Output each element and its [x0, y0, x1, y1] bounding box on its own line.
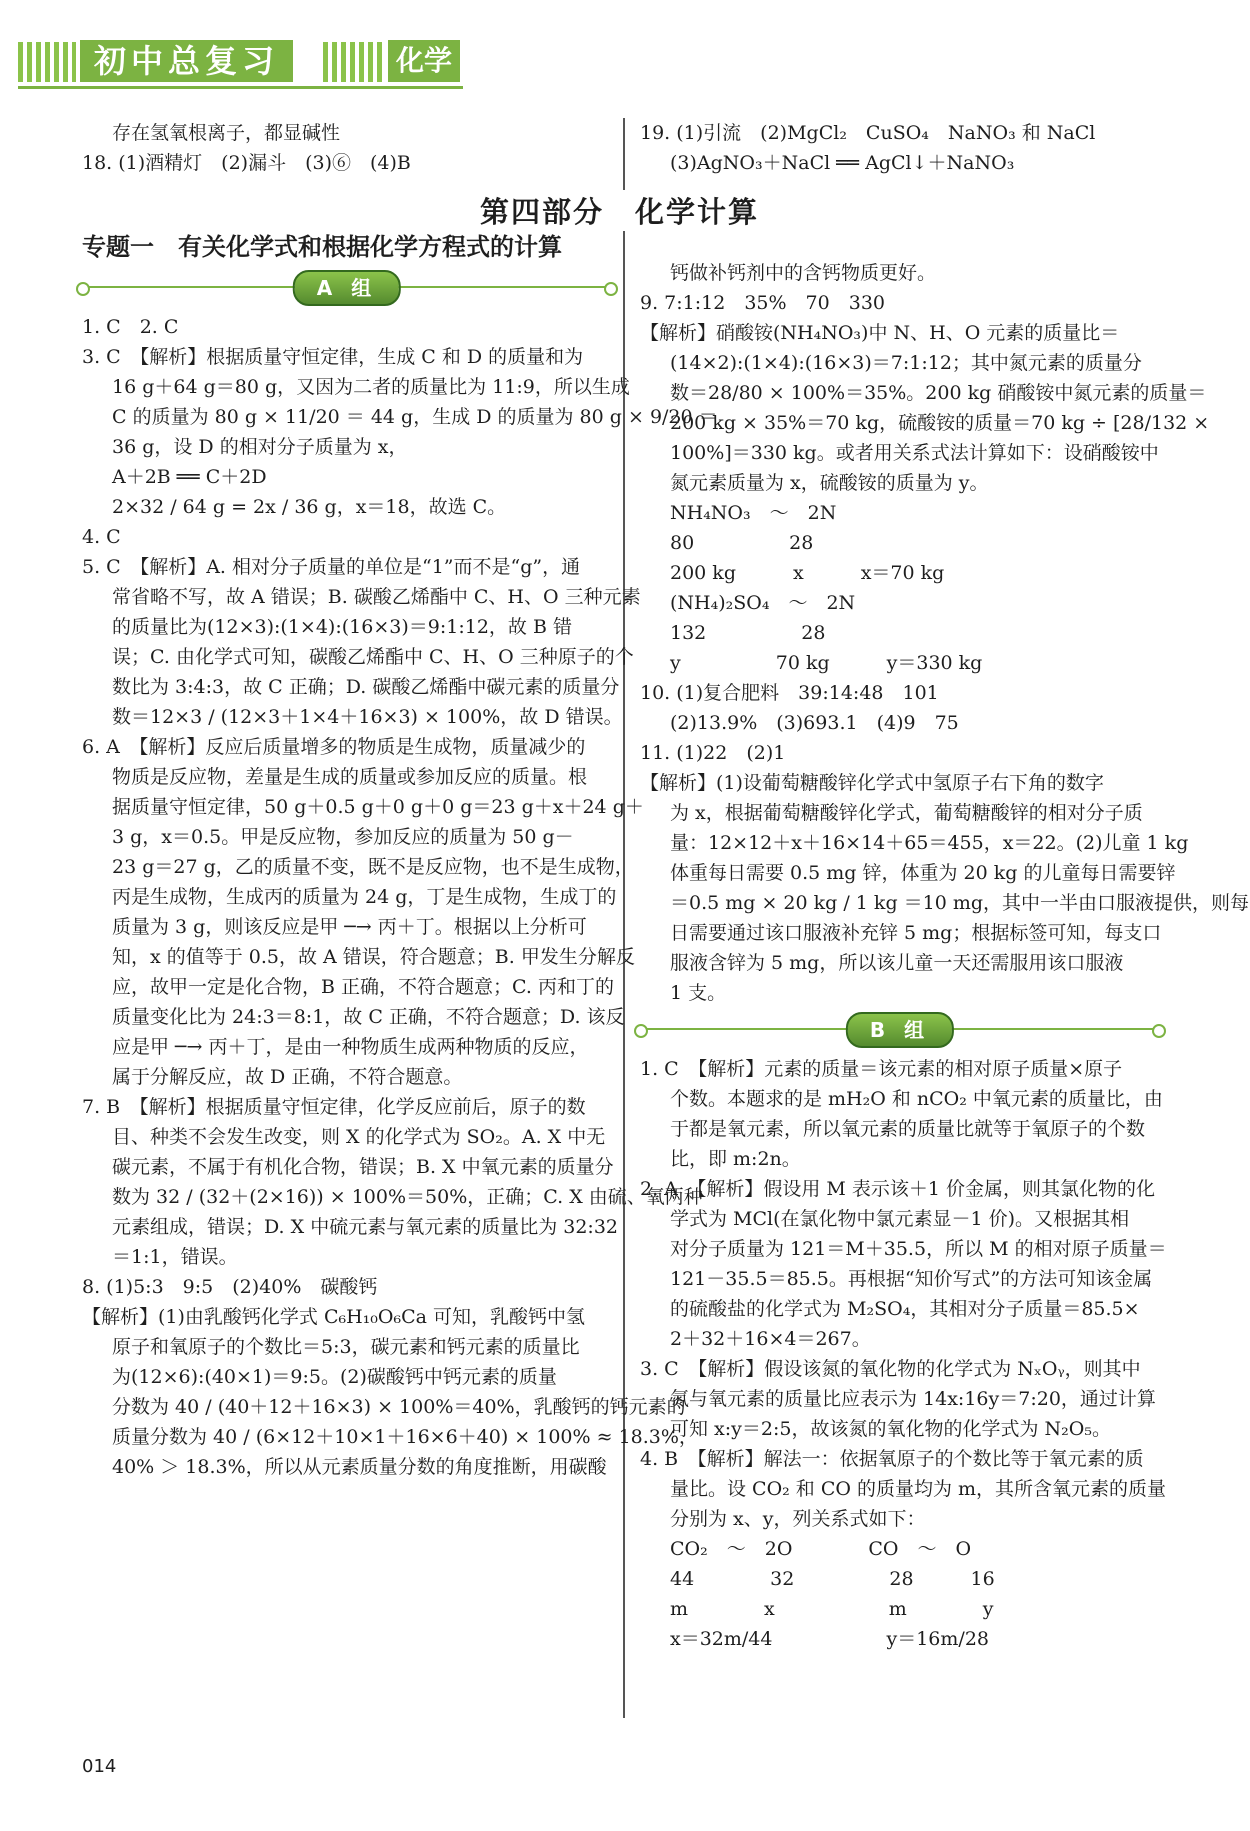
- answer-line: 的质量比为(12×3):(1×4):(16×3)＝9:1:12，故 B 错: [112, 616, 572, 638]
- answer-line: 比，即 m:2n。: [670, 1148, 801, 1170]
- right-spacer: [640, 178, 1160, 258]
- answer-line: 8. (1)5:3 9:5 (2)40% 碳酸钙: [82, 1276, 378, 1298]
- group-a-badge: A 组: [293, 270, 401, 306]
- answer-line: 2. A 【解析】假设用 M 表示该＋1 价金属，则其氯化物的化: [640, 1178, 1156, 1200]
- answer-line: 分别为 x、y，列关系式如下：: [670, 1508, 926, 1530]
- right-a-list: [640, 258, 1250, 1008]
- answer-line: 原子和氧原子的个数比＝5:3，碳元素和钙元素的质量比: [112, 1336, 580, 1358]
- answer-line: 6. A 【解析】反应后质量增多的物质是生成物，质量减少的: [82, 736, 586, 758]
- header-banner: [18, 36, 463, 89]
- answer-line: C 的质量为 80 g × 11/20 ＝ 44 g，生成 D 的质量为 80 g × 9/20 ＝: [112, 406, 718, 428]
- answer-line: m x m y: [670, 1598, 994, 1620]
- topic-title: 专题一 有关化学式和根据化学方程式的计算: [82, 233, 562, 261]
- answer-line: 40% ＞ 18.3%，所以从元素质量分数的角度推断，用碳酸: [112, 1456, 607, 1478]
- answer-line: 据质量守恒定律，50 g＋0.5 g＋0 g＋0 g＝23 g＋x＋24 g＋: [112, 796, 644, 818]
- answer-line: 3 g，x＝0.5。甲是反应物，参加反应的质量为 50 g－: [112, 826, 574, 848]
- answer-line: x＝32m/44 y＝16m/28: [670, 1628, 989, 1650]
- answer-line: 200 kg x x＝70 kg: [670, 562, 945, 584]
- answer-line: 4. C: [82, 526, 121, 548]
- answer-line: 1 支。: [670, 982, 727, 1004]
- answer-line: 为(12×6):(40×1)＝9:5。(2)碳酸钙中钙元素的质量: [112, 1366, 557, 1388]
- answer-line: 元素组成，错误；D. X 中硫元素与氧元素的质量比为 32:32: [112, 1216, 618, 1238]
- answer-line: 3. C 【解析】假设该氮的氧化物的化学式为 NₓOᵧ，则其中: [640, 1358, 1141, 1380]
- answer-line: 体重每日需要 0.5 mg 锌，体重为 20 kg 的儿童每日需要锌: [670, 862, 1176, 884]
- answer-line: 5. C 【解析】A. 相对分子质量的单位是“1”而不是“g”，通: [82, 556, 581, 578]
- answer-line: ＝1:1，错误。: [112, 1246, 238, 1268]
- answer-line: A＋2B ══ C＋2D: [112, 466, 267, 488]
- answer-line: 1. C 2. C: [82, 316, 179, 338]
- answer-line: 对分子质量为 121＝M＋35.5，所以 M 的相对原子质量＝: [670, 1238, 1167, 1260]
- answer-line: 数为 32 / (32＋(2×16)) × 100%＝50%，正确；C. X 由硫、氧两种: [112, 1186, 703, 1208]
- page-number: 014: [82, 1756, 117, 1777]
- answer-line: 为 x，根据葡萄糖酸锌化学式，葡萄糖酸锌的相对分子质: [670, 802, 1143, 824]
- answer-line: 常省略不写，故 A 错误；B. 碳酸乙烯酯中 C、H、O 三种元素: [112, 586, 641, 608]
- answer-line: (3)AgNO₃＋NaCl ══ AgCl↓＋NaNO₃: [670, 152, 1015, 174]
- answer-line: 误；C. 由化学式可知，碳酸乙烯酯中 C、H、O 三种原子的个: [112, 646, 634, 668]
- answer-line: 【解析】(1)由乳酸钙化学式 C₆H₁₀O₆Ca 可知，乳酸钙中氢: [82, 1306, 586, 1328]
- answer-line: 氮元素质量为 x，硫酸铵的质量为 y。: [670, 472, 989, 494]
- banner-stripes-right: [323, 42, 385, 82]
- answer-line: 氮与氧元素的质量比应表示为 14x:16y＝7:20，通过计算: [670, 1388, 1156, 1410]
- part-title: 第四部分 化学计算: [480, 190, 1120, 231]
- answer-line: 44 32 28 16: [670, 1568, 995, 1590]
- column-divider: [623, 118, 625, 1718]
- answer-line: 目、种类不会发生改变，则 X 的化学式为 SO₂。A. X 中无: [112, 1126, 606, 1148]
- answer-line: 18. (1)酒精灯 (2)漏斗 (3)⑥ (4)B: [82, 152, 411, 174]
- answer-line: 16 g＋64 g＝80 g，又因为二者的质量比为 11:9，所以生成: [112, 376, 630, 398]
- answer-line: 钙做补钙剂中的含钙物质更好。: [670, 262, 937, 284]
- answer-line: y 70 kg y＝330 kg: [670, 652, 983, 674]
- answer-line: 121－35.5＝85.5。再根据“知价写式”的方法可知该金属: [670, 1268, 1153, 1290]
- answer-line: 200 kg × 35%＝70 kg，硫酸铵的质量＝70 kg ÷ [28/132 ×: [670, 412, 1210, 434]
- answer-line: 量：12×12＋x＋16×14＋65＝455，x＝22。(2)儿童 1 kg: [670, 832, 1189, 854]
- answer-line: 量比。设 CO₂ 和 CO 的质量均为 m，其所含氧元素的质量: [670, 1478, 1167, 1500]
- series-title: 初中总复习: [80, 40, 293, 82]
- answer-line: 知，x 的值等于 0.5，故 A 错误，符合题意；B. 甲发生分解反: [112, 946, 635, 968]
- answer-line: 应，故甲一定是化合物，B 正确，不符合题意；C. 丙和丁的: [112, 976, 614, 998]
- answer-line: NH₄NO₃ ～ 2N: [670, 502, 837, 524]
- answer-line: 分数为 40 / (40＋12＋16×3) × 100%＝40%，乳酸钙的钙元素的: [112, 1396, 686, 1418]
- group-a-bar: [82, 270, 612, 304]
- answer-line: 质量为 3 g，则该反应是甲 ─→ 丙＋丁。根据以上分析可: [112, 916, 587, 938]
- answer-line: 质量变化比为 24:3＝8:1，故 C 正确，不符合题意；D. 该反: [112, 1006, 625, 1028]
- answer-line: 于都是氧元素，所以氧元素的质量比就等于氧原子的个数: [670, 1118, 1146, 1140]
- answer-line: 36 g，设 D 的相对分子质量为 x，: [112, 436, 408, 458]
- answer-line: (14×2):(1×4):(16×3)＝7:1:12；其中氮元素的质量分: [670, 352, 1142, 374]
- answer-line: ＝0.5 mg × 20 kg / 1 kg ＝10 mg，其中一半由口服液提供，则每: [670, 892, 1250, 914]
- right-b-list: [640, 1054, 1167, 1654]
- answer-line: 19. (1)引流 (2)MgCl₂ CuSO₄ NaNO₃ 和 NaCl: [640, 122, 1096, 144]
- answer-line: 11. (1)22 (2)1: [640, 742, 786, 764]
- answer-line: 10. (1)复合肥料 39:14:48 101: [640, 682, 939, 704]
- answer-line: 3. C 【解析】根据质量守恒定律，生成 C 和 D 的质量和为: [82, 346, 584, 368]
- answer-line: (2)13.9% (3)693.1 (4)9 75: [670, 712, 959, 734]
- answer-line: 【解析】硝酸铵(NH₄NO₃)中 N、H、O 元素的质量比＝: [640, 322, 1120, 344]
- right-column: [640, 118, 1250, 1654]
- answer-line: 100%]＝330 kg。或者用关系式法计算如下：设硝酸铵中: [670, 442, 1159, 464]
- answer-line: 碳元素，不属于有机化合物，错误；B. X 中氧元素的质量分: [112, 1156, 614, 1178]
- answer-line: 80 28: [670, 532, 814, 554]
- subject-label: 化学: [388, 40, 460, 82]
- answer-line: CO₂ ～ 2O CO ～ O: [670, 1538, 972, 1560]
- answer-line: 的硫酸盐的化学式为 M₂SO₄，其相对分子质量＝85.5×: [670, 1298, 1140, 1320]
- answer-line: 4. B 【解析】解法一：依据氧原子的个数比等于氧元素的质: [640, 1448, 1144, 1470]
- answer-line: 学式为 MCl(在氯化物中氯元素显－1 价)。又根据其相: [670, 1208, 1130, 1230]
- answer-line: 23 g＝27 g，乙的质量不变，既不是反应物，也不是生成物，: [112, 856, 634, 878]
- answer-line: 数比为 3:4:3，故 C 正确；D. 碳酸乙烯酯中碳元素的质量分: [112, 676, 620, 698]
- answer-line: 132 28: [670, 622, 826, 644]
- answer-line: 9. 7:1:12 35% 70 330: [640, 292, 885, 314]
- answer-line: 日需要通过该口服液补充锌 5 mg；根据标签可知，每支口: [670, 922, 1162, 944]
- answer-line: (NH₄)₂SO₄ ～ 2N: [670, 592, 856, 614]
- group-b-badge: B 组: [846, 1012, 954, 1048]
- answer-line: 【解析】(1)设葡萄糖酸锌化学式中氢原子右下角的数字: [640, 772, 1104, 794]
- answer-line: 丙是生成物，生成丙的质量为 24 g，丁是生成物，生成丁的: [112, 886, 617, 908]
- answer-line: 质量分数为 40 / (6×12＋10×1＋16×6＋40) × 100% ≈ 18.3%，: [112, 1426, 698, 1448]
- answer-line: 个数。本题求的是 mH₂O 和 nCO₂ 中氧元素的质量比，由: [670, 1088, 1163, 1110]
- answer-line: 1. C 【解析】元素的质量＝该元素的相对原子质量×原子: [640, 1058, 1123, 1080]
- answer-line: 应是甲 ─→ 丙＋丁，是由一种物质生成两种物质的反应，: [112, 1036, 589, 1058]
- answer-line: 物质是反应物，差量是生成的质量或参加反应的质量。根: [112, 766, 588, 788]
- answer-line: 存在氢氧根离子，都显碱性: [112, 122, 341, 144]
- answer-line: 可知 x:y＝2:5，故该氮的氧化物的化学式为 N₂O₅。: [670, 1418, 1111, 1440]
- answer-line: 数＝12×3 / (12×3＋1×4＋16×3) × 100%，故 D 错误。: [112, 706, 623, 728]
- group-b-bar: [640, 1012, 1160, 1046]
- answer-line: 2＋32＋16×4＝267。: [670, 1328, 871, 1350]
- answer-line: 数＝28/80 × 100%＝35%。200 kg 硝酸铵中氮元素的质量＝: [670, 382, 1207, 404]
- answer-line: 2×32 / 64 g = 2x / 36 g，x＝18，故选 C。: [112, 496, 507, 518]
- answer-line: 属于分解反应，故 D 正确，不符合题意。: [112, 1066, 463, 1088]
- banner-stripes-left: [18, 42, 76, 82]
- answer-line: 服液含锌为 5 mg，所以该儿童一天还需服用该口服液: [670, 952, 1124, 974]
- answer-line: 7. B 【解析】根据质量守恒定律，化学反应前后，原子的数: [82, 1096, 586, 1118]
